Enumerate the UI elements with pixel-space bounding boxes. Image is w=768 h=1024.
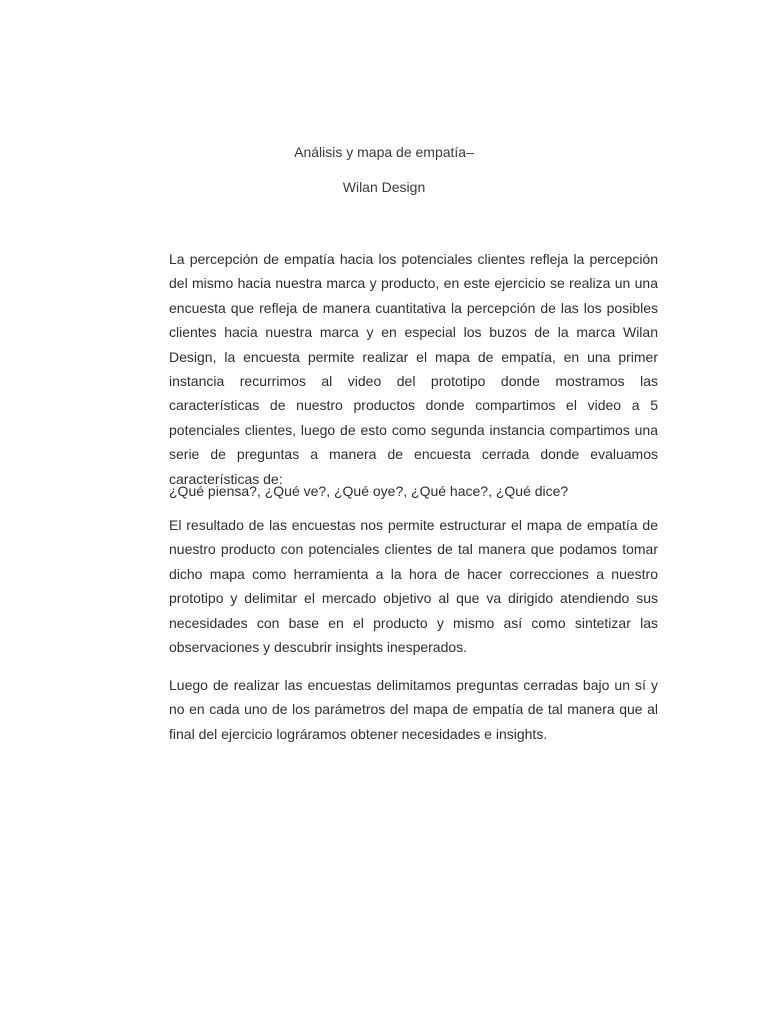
paragraph-results: El resultado de las encuestas nos permite estructurar el mapa de empatía de nuestro producto con potenciales clientes de tal manera que podamos tomar dicho mapa como herramienta a la hora de hacer correcciones a nuestro prototipo y delimitar el mercado objetivo al que va dirigido atendiendo sus necesidades con base en el producto y mismo así como sintetizar las observaciones y descubrir insights inesperados. [169,517,658,656]
document-title: Análisis y mapa de empatía– [294,144,474,160]
paragraph-conclusion: Luego de realizar las encuestas delimitamos preguntas cerradas bajo un sí y no en cada uno de los parámetros del mapa de empatía de tal manera que al final del ejercicio lográramos obtener necesidades e insights. [169,677,658,742]
paragraph-intro: La percepción de empatía hacia los potenciales clientes refleja la percepción del mismo hacia nuestra marca y producto, en este ejercicio se realiza un una encuesta que refleja de manera cuantitativa la percepción de las los posibles clientes hacia nuestra marca y en especial los buzos de la marca Wilan Design, la encuesta permite realizar el mapa de empatía, en una primer instancia recurrimos al video del prototipo donde mostramos las características de nuestro productos donde compartimos el video a 5 potenciales clientes, luego de esto como segunda instancia compartimos una serie de preguntas a manera de encuesta cerrada donde evaluamos características de: [169,251,658,487]
document-subtitle: Wilan Design [342,179,426,195]
paragraph-questions: ¿Qué piensa?, ¿Qué ve?, ¿Qué oye?, ¿Qué hace?, ¿Qué dice? [169,483,569,499]
